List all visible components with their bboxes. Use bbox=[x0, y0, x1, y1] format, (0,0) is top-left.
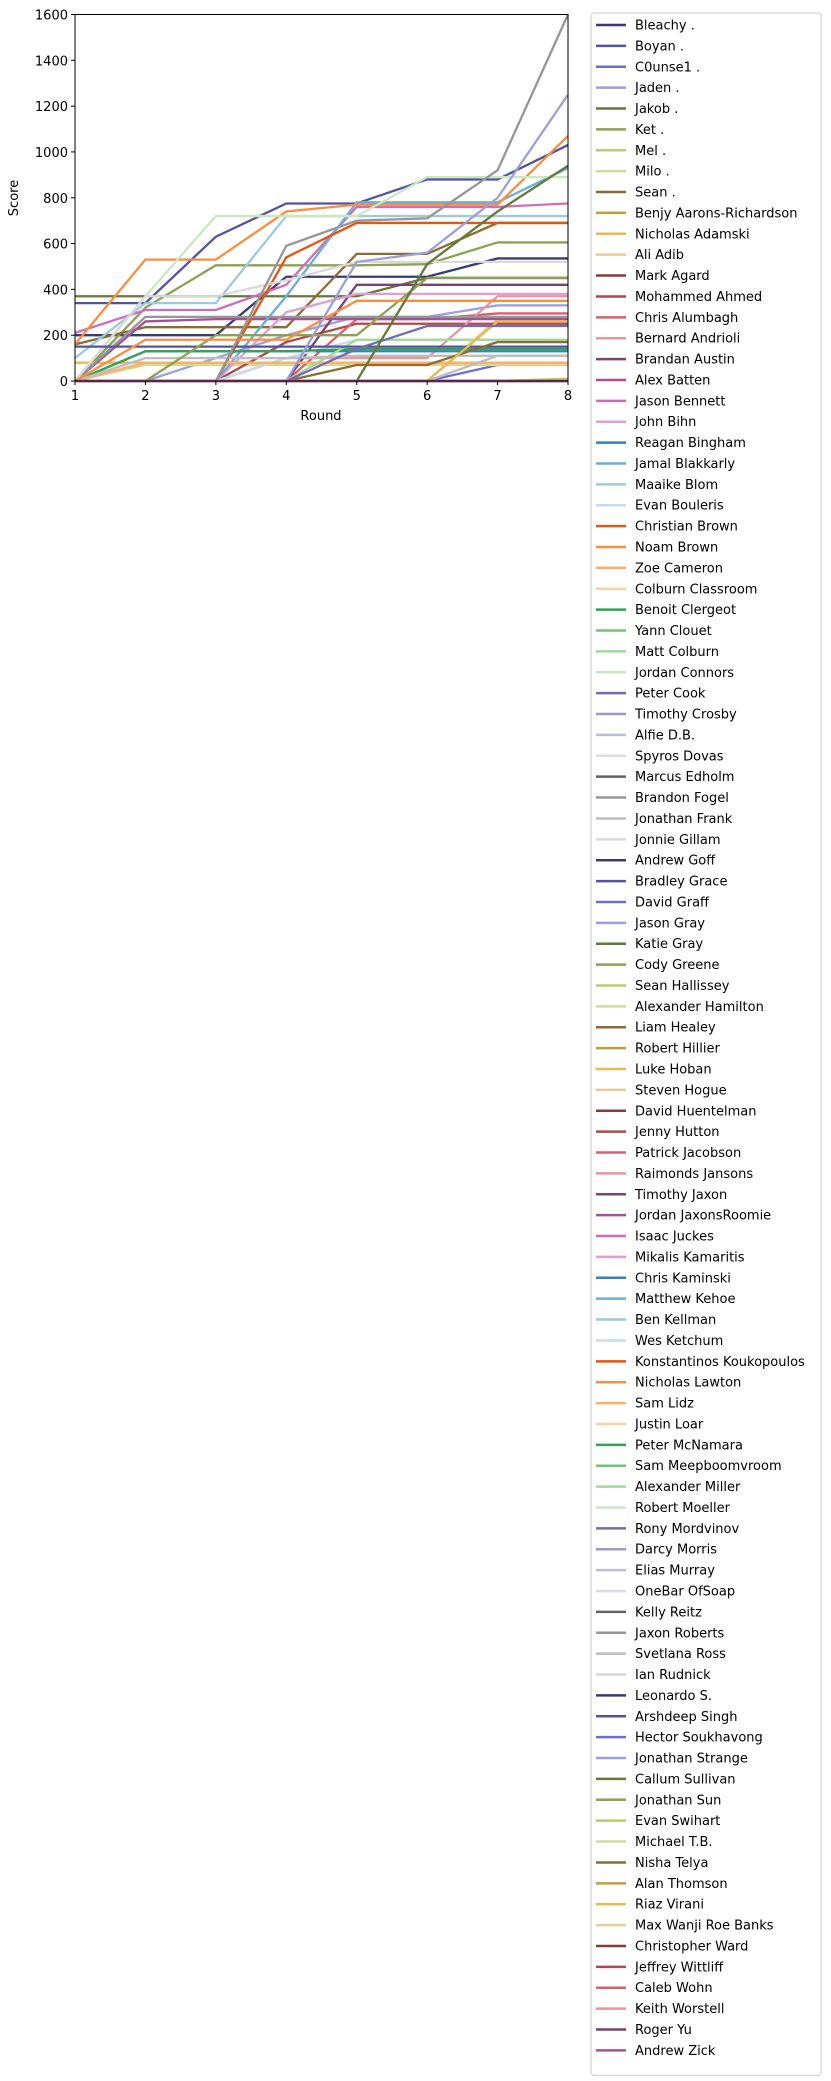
legend-label: Reagan Bingham bbox=[635, 436, 746, 452]
legend-label: Evan Swihart bbox=[635, 1814, 721, 1830]
legend-label: Max Wanji Roe Banks bbox=[635, 1918, 774, 1934]
legend-label: Timothy Jaxon bbox=[635, 1187, 728, 1203]
legend-label: Nisha Telya bbox=[635, 1855, 709, 1871]
legend-label: Mohammed Ahmed bbox=[635, 289, 763, 305]
series-layer bbox=[75, 15, 568, 382]
legend-label: Jason Gray bbox=[635, 916, 705, 932]
legend-label: Arshdeep Singh bbox=[635, 1709, 738, 1725]
legend-label: Alex Batten bbox=[635, 373, 711, 389]
x-tick-label: 1 bbox=[70, 389, 80, 404]
legend-label: Jaxon Roberts bbox=[635, 1626, 725, 1642]
x-tick-label: 8 bbox=[563, 389, 573, 404]
legend-label: Chris Alumbagh bbox=[635, 310, 739, 326]
x-tick-label: 5 bbox=[352, 389, 361, 404]
legend-label: Maaike Blom bbox=[635, 477, 719, 493]
y-tick-label: 600 bbox=[43, 237, 68, 253]
legend-label: Patrick Jacobson bbox=[635, 1146, 742, 1162]
legend-label: Jonnie Gillam bbox=[635, 832, 721, 848]
legend-label: Jason Bennett bbox=[635, 394, 726, 410]
legend-label: Evan Bouleris bbox=[635, 498, 724, 514]
legend-label: Svetlana Ross bbox=[635, 1647, 726, 1663]
legend-label: Christian Brown bbox=[635, 519, 738, 535]
legend-label: C0unse1 . bbox=[635, 60, 701, 76]
legend-label: Jakob . bbox=[635, 102, 679, 118]
x-tick-label: 2 bbox=[141, 389, 150, 404]
legend-label: Andrew Zick bbox=[635, 2043, 716, 2059]
legend-label: Cody Greene bbox=[635, 958, 720, 974]
y-axis-label: Score bbox=[7, 179, 22, 217]
y-tick-label: 1600 bbox=[34, 8, 68, 24]
x-axis-label: Round bbox=[300, 409, 342, 424]
legend-label: Jonathan Frank bbox=[635, 811, 733, 827]
legend-label: Steven Hogue bbox=[635, 1083, 727, 1099]
legend-label: Alan Thomson bbox=[635, 1876, 728, 1892]
legend-label: David Graff bbox=[635, 895, 710, 911]
legend-label: Hector Soukhavong bbox=[635, 1730, 763, 1746]
legend-label: David Huentelman bbox=[635, 1104, 757, 1120]
legend-label: Jeffrey Wittliff bbox=[635, 1960, 724, 1976]
legend-label: Konstantinos Koukopoulos bbox=[635, 1354, 805, 1370]
series-line-83 bbox=[75, 95, 568, 381]
legend-label: Sam Lidz bbox=[635, 1396, 694, 1412]
legend-label: Ben Kellman bbox=[635, 1313, 717, 1329]
legend-label: Michael T.B. bbox=[635, 1835, 713, 1851]
legend-label: Isaac Juckes bbox=[635, 1229, 714, 1245]
legend-label: Andrew Goff bbox=[635, 853, 716, 869]
legend-label: Alexander Miller bbox=[635, 1480, 741, 1496]
legend-label: Roger Yu bbox=[635, 2022, 692, 2038]
legend-label: Yann Clouet bbox=[635, 624, 712, 640]
y-tick-label: 1200 bbox=[34, 100, 68, 116]
legend-label: Noam Brown bbox=[635, 540, 719, 556]
legend-label: Jaden . bbox=[635, 81, 680, 97]
legend-label: Luke Hoban bbox=[635, 1062, 712, 1078]
legend-label: Timothy Crosby bbox=[635, 707, 737, 723]
legend-label: Boyan . bbox=[635, 39, 685, 55]
legend-label: Ket . bbox=[635, 122, 665, 138]
legend-label: Matthew Kehoe bbox=[635, 1292, 736, 1308]
x-tick-label: 4 bbox=[282, 389, 291, 404]
legend-label: Brandan Austin bbox=[635, 352, 735, 368]
legend-label: Mel . bbox=[635, 143, 667, 159]
legend-label: Ali Adib bbox=[635, 248, 685, 264]
legend-label: Elias Murray bbox=[635, 1563, 715, 1579]
legend-label: Leonardo S. bbox=[635, 1688, 713, 1704]
legend-label: Benoit Clergeot bbox=[635, 603, 737, 619]
x-tick-label: 7 bbox=[493, 389, 502, 404]
legend-label: Ian Rudnick bbox=[635, 1668, 711, 1684]
legend-label: Bernard Andrioli bbox=[635, 331, 741, 347]
legend-label: Raimonds Jansons bbox=[635, 1166, 754, 1182]
legend-label: Bleachy . bbox=[635, 18, 695, 34]
y-tick-label: 200 bbox=[43, 329, 68, 345]
x-tick-label: 6 bbox=[423, 389, 432, 404]
legend-label: Sean Hallissey bbox=[635, 978, 730, 994]
legend-label: Jordan JaxonsRoomie bbox=[635, 1208, 772, 1224]
legend-label: Marcus Edholm bbox=[635, 770, 735, 786]
legend-label: Katie Gray bbox=[635, 937, 704, 953]
legend-label: Jenny Hutton bbox=[635, 1125, 720, 1141]
legend-label: Milo . bbox=[635, 164, 670, 180]
legend-label: Alfie D.B. bbox=[635, 728, 696, 744]
legend-label: Colburn Classroom bbox=[635, 582, 758, 598]
legend-label: Nicholas Adamski bbox=[635, 227, 750, 243]
y-tick-label: 1400 bbox=[34, 54, 68, 70]
legend-label: Brandon Fogel bbox=[635, 791, 729, 807]
legend-label: Sam Meepboomvroom bbox=[635, 1459, 782, 1475]
legend-label: Bradley Grace bbox=[635, 874, 728, 890]
legend-label: Peter McNamara bbox=[635, 1438, 743, 1454]
legend-label: Peter Cook bbox=[635, 686, 706, 702]
legend-label: Justin Loar bbox=[635, 1417, 704, 1433]
legend-label: Rony Mordvinov bbox=[635, 1521, 740, 1537]
legend-label: Alexander Hamilton bbox=[635, 999, 764, 1015]
y-tick-label: 1000 bbox=[34, 145, 68, 161]
legend-label: Robert Moeller bbox=[635, 1500, 730, 1516]
legend-label: Chris Kaminski bbox=[635, 1271, 731, 1287]
legend-label: Kelly Reitz bbox=[635, 1605, 702, 1621]
legend-label: Nicholas Lawton bbox=[635, 1375, 742, 1391]
legend-label: Darcy Morris bbox=[635, 1542, 718, 1558]
legend-label: Christopher Ward bbox=[635, 1939, 749, 1955]
series-line-22 bbox=[75, 216, 568, 358]
legend bbox=[591, 13, 821, 2075]
legend-label: Wes Ketchum bbox=[635, 1333, 724, 1349]
legend-label: Liam Healey bbox=[635, 1020, 716, 1036]
legend-label: Spyros Dovas bbox=[635, 749, 724, 765]
legend-label: Benjy Aarons-Richardson bbox=[635, 206, 798, 222]
legend-label: Keith Worstell bbox=[635, 2002, 725, 2018]
legend-label: Callum Sullivan bbox=[635, 1772, 736, 1788]
legend-label: Matt Colburn bbox=[635, 644, 719, 660]
legend-label: Sean . bbox=[635, 185, 676, 201]
legend-label: Caleb Wohn bbox=[635, 1981, 713, 1997]
legend-label: Jonathan Strange bbox=[635, 1751, 748, 1767]
legend-label: John Bihn bbox=[635, 415, 697, 431]
legend-label: OneBar OfSoap bbox=[635, 1584, 736, 1600]
legend-label: Robert Hillier bbox=[635, 1041, 720, 1057]
legend-label: Jamal Blakkarly bbox=[635, 456, 736, 472]
y-tick-label: 800 bbox=[43, 191, 68, 207]
legend-label: Jonathan Sun bbox=[635, 1793, 722, 1809]
x-tick-label: 3 bbox=[211, 389, 220, 404]
legend-label: Riaz Virani bbox=[635, 1897, 704, 1913]
legend-label: Zoe Cameron bbox=[635, 561, 723, 577]
y-tick-label: 0 bbox=[59, 375, 68, 390]
legend-label: Mikalis Kamaritis bbox=[635, 1250, 745, 1266]
y-tick-label: 400 bbox=[43, 283, 68, 299]
legend-label: Jordan Connors bbox=[635, 665, 735, 681]
legend-label: Mark Agard bbox=[635, 269, 710, 285]
